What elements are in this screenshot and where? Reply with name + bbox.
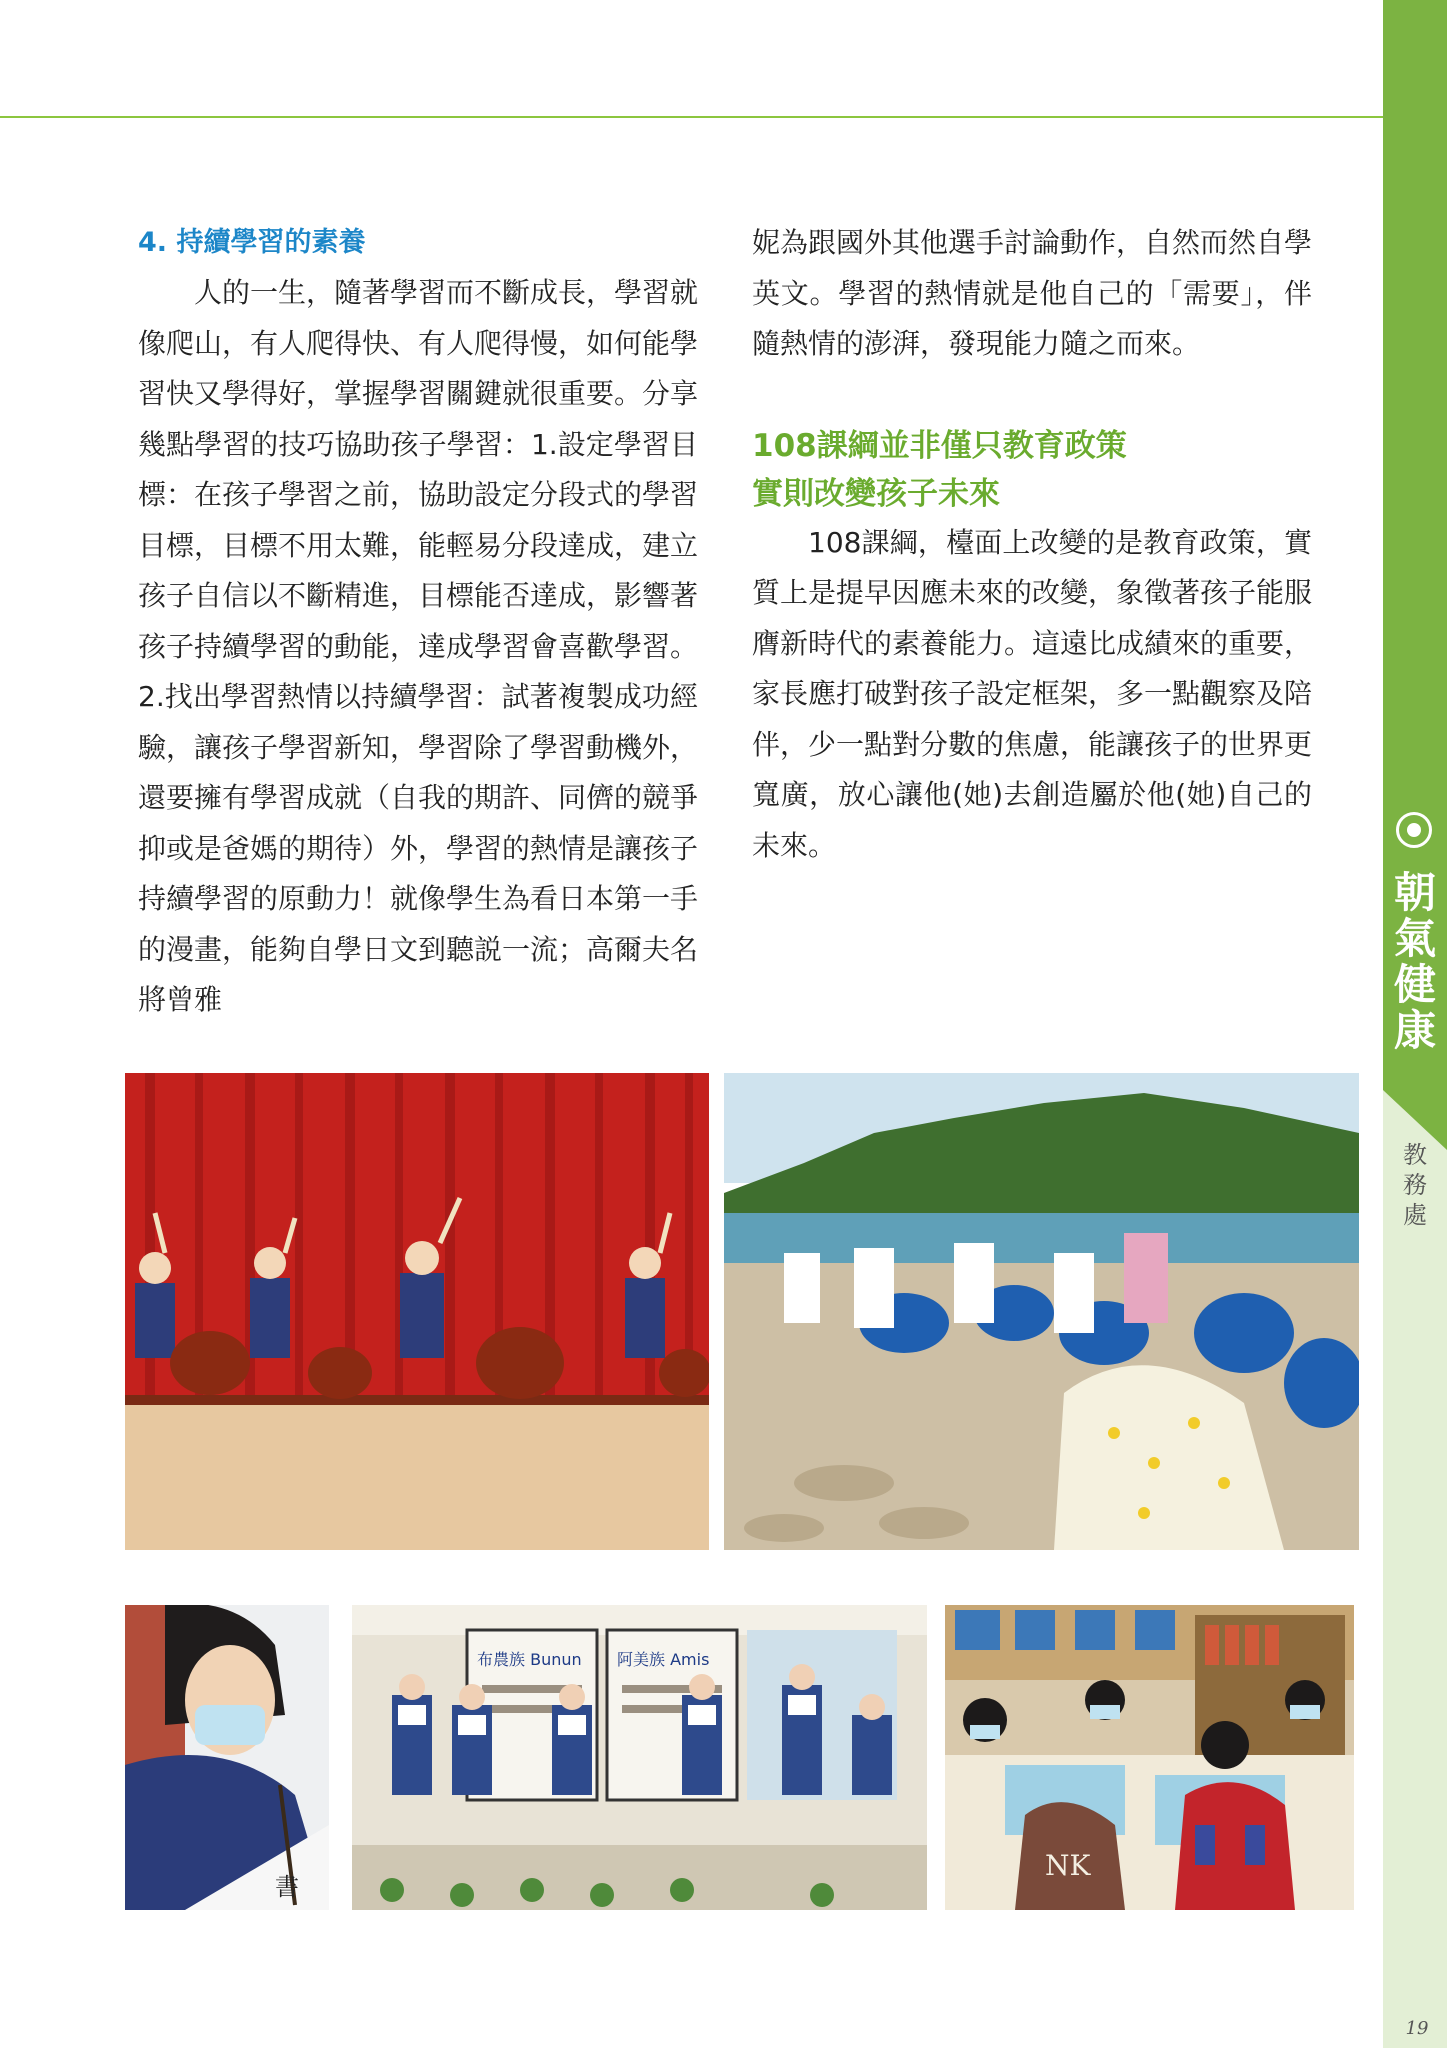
photo-drum-performance [125,1073,709,1550]
right-column [752,218,1312,871]
svg-text:書: 書 [275,1873,299,1901]
left-body-paragraph: 人的一生，隨著學習而不斷成長，學習就像爬山，有人爬得快、有人爬得慢，如何能學習快又學得好，掌握學習關鍵就很重要。分享幾點學習的技巧協助孩子學習：1.設定學習目標：在孩子學習之前，協助設定分段式的學習目標，目標不用太難，能輕易分段達成，建立孩子自信以不斷精進，目標能否達成，影響著孩子持續學習的動能，達成學習會喜歡學習。2.找出學習熱情以持續學習：試著複製成功經驗，讓孩子學習新知，學習除了學習動機外，還要擁有學習成就（自我的期許、同儕的競爭抑或是爸媽的期待）外，學習的熱情是讓孩子持續學習的原動力！就像學生為看日本第一手的漫畫，能夠自學日文到聽説一流；高爾夫名將曾雅 [138,276,699,1016]
left-column [138,218,698,1026]
culture-sign-bunun: 布農族 Bunun [477,1650,582,1669]
subheading-line-1: 108課綱並非僅只教育政策 [752,427,1127,464]
school-emblem-icon [1396,812,1432,848]
subheading-108 [752,422,1312,518]
photo-library-tablets [945,1605,1354,1910]
photo-lake-activity [724,1073,1359,1550]
photo-culture-boards [352,1605,927,1910]
right-body-paragraph: 108課綱，檯面上改變的是教育政策，實質上是提早因應未來的改變，象徵著孩子能服膺新時代的素養能力。這遠比成績來的重要，家長應打破對孩子設定框架，多一點觀察及陪伴，少一點對分數的焦慮，能讓孩子的世界更寬廣，放心讓他(她)去創造屬於他(她)自己的未來。 [752,525,1313,862]
shirt-lettering: NK [1045,1849,1091,1882]
culture-sign-amis: 阿美族 Amis [617,1650,710,1669]
right-sidebar [1383,0,1447,2048]
section-heading-4: 4. 持續學習的素養 [138,227,366,258]
department-label: 教務處 [1403,1141,1427,1229]
subheading-line-2: 實則改變孩子未來 [752,475,1000,512]
right-continued-paragraph: 妮為跟國外其他選手討論動作，自然而然自學英文。學習的熱情就是他自己的「需要」，伴隨熱情的澎湃，發現能力隨之而來。 [752,226,1313,360]
photo-calligraphy [125,1605,329,1910]
page-number: 19 [1405,2018,1429,2039]
section-title-vertical: 朝氣健康 [1393,868,1436,1055]
header-rule [0,116,1383,118]
